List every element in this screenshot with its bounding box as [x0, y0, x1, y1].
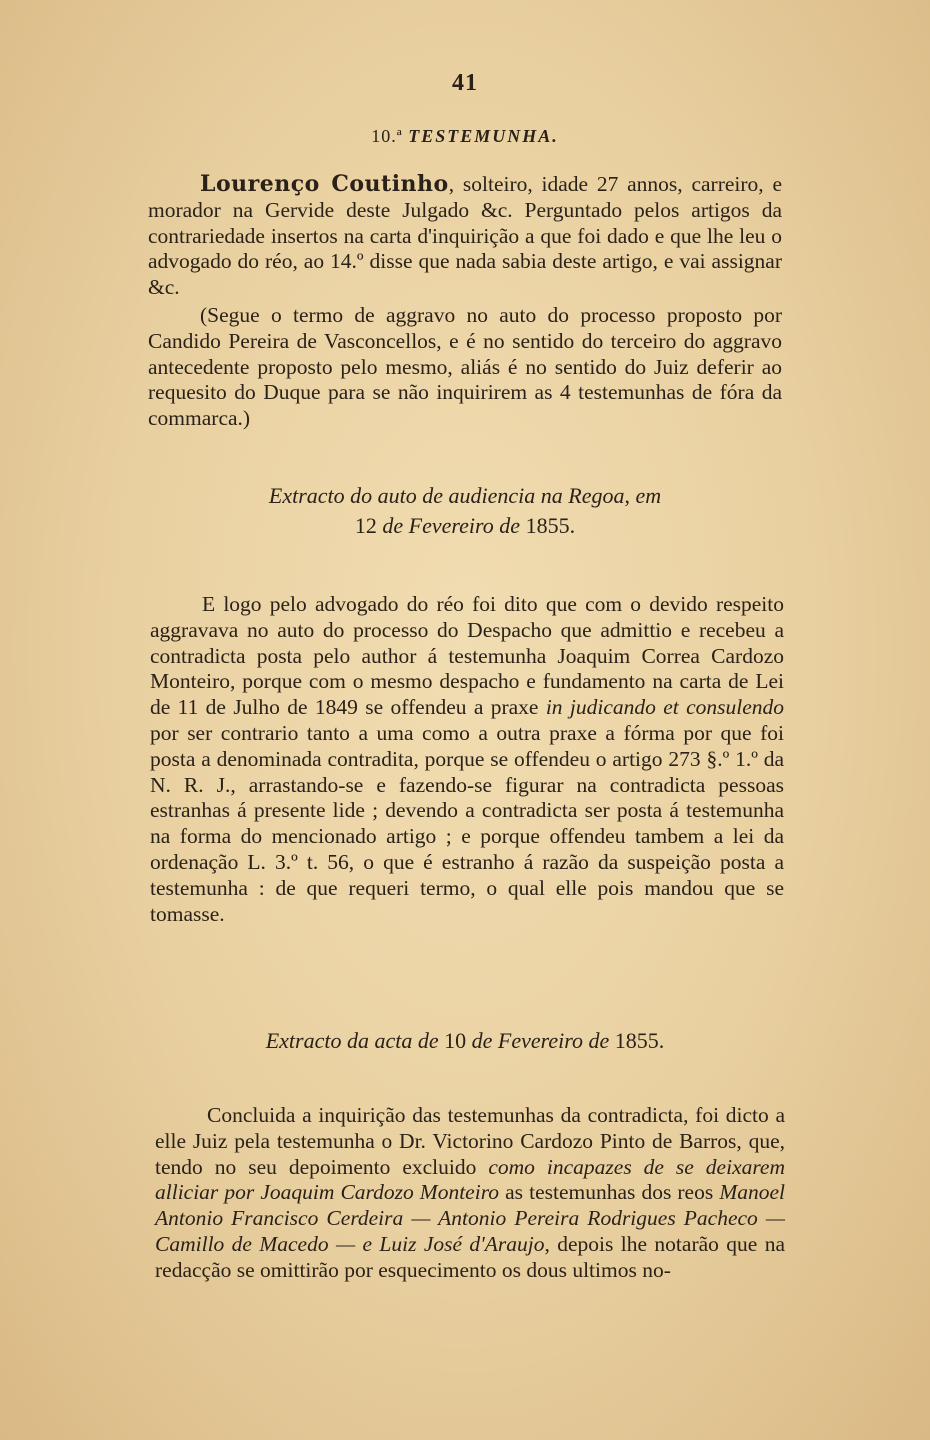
section-title-line-1: [0, 481, 930, 511]
inquiricao-italic-1: como incapazes de se deixarem alliciar por Joaquim Cardozo Monteiro: [155, 1154, 786, 1205]
inquiricao-text-b: as testemunhas dos reos: [499, 1180, 720, 1205]
witness-heading: [0, 126, 930, 147]
paragraph-aggravo-note: (Segue o termo de aggravo no auto do processo proposto por Candido Pereira de Vasconcellos, e é no sentido do terceiro do aggravo antecedente proposto pelo mesmo, aliás é no sentido do Juiz deferir ao requesito do Duque para se não inquirirem as 4 testemunhas de fóra da commarca.): [148, 303, 782, 431]
section-title-year: 1855.: [525, 513, 576, 538]
page-number: 41: [452, 70, 478, 96]
inquiricao-italic-names: Manoel Antonio Francisco Cerdeira — Antonio Pereira Rodrigues Pacheco — Camillo de Macedo — e Luiz José d'Araujo: [155, 1180, 785, 1256]
aggravo-text-b: por ser contrario tanto a uma como a outra praxe a fórma por que foi posta a denominada contradita, porque se offendeu o artigo 273 §.º 1.º da N. R. J., arrastando-se e fazendo-se figurar na contradicta pessoas estranhas á presente lide ; devendo a contradicta ser posta á testemunha na forma do mencionado artigo ; e porque offendeu tambem a lei da ordenação L. 3.º t. 56, o que é estranho á razão da suspeição posta a testemunha : de que requeri termo, o qual elle pois mandou que se tomasse.: [150, 720, 784, 926]
heading-number: 10.ª: [371, 126, 403, 146]
acta-title-year: 1855.: [614, 1028, 665, 1053]
section-title-comma: ,: [624, 483, 636, 508]
acta-title-text: Extracto da acta de: [265, 1028, 445, 1053]
inquiricao-text-a: Concluida a inquirição das testemunhas da contradicta, foi dicto a elle Juiz pela testemunha o Dr. Victorino Cardozo Pinto de Barros, que, tendo no seu depoimento excluido: [155, 1103, 785, 1179]
section-title-text: Extracto do auto de audiencia na Regoa: [268, 483, 625, 508]
section-title-line-2: [0, 511, 930, 541]
paragraph-testimony: [148, 172, 782, 301]
section-title-em: em: [635, 483, 662, 508]
acta-title-day: 10: [444, 1028, 467, 1053]
section-title-auto: [0, 481, 930, 541]
acta-title-month: de Fevereiro de: [466, 1028, 615, 1053]
testimony-text: , solteiro, idade 27 annos, carreiro, e morador na Gervide deste Julgado &c. Perguntado pelos artigos da contrariedade insertos na carta d'inquirição a que foi dado e que lhe leu o advogado do réo, ao 14.º disse que nada sabia deste artigo, e vai assignar &c.: [148, 172, 782, 300]
section-title-acta: [0, 1026, 930, 1056]
heading-title: TESTEMUNHA.: [408, 126, 559, 146]
witness-name: Lourenço Coutinho: [200, 171, 449, 197]
paragraph-inquiricao: [155, 1103, 785, 1284]
section-title-month: de Fevereiro de: [376, 513, 526, 538]
inquiricao-text-c: , depois lhe notarão que na redacção se omittirão por esquecimento os dous ultimos no-: [155, 1231, 785, 1282]
aggravo-latin-phrase: in judicando et consulendo: [545, 695, 784, 720]
aggravo-text-a: E logo pelo advogado do réo foi dito que com o devido respeito aggravava no auto do processo do Despacho que admittio e recebeu a contradicta posta pelo author á testemunha Joaquim Correa Cardozo Monteiro, porque com o mesmo despacho e fundamento na carta de Lei de 11 de Julho de 1849 se offendeu a praxe: [150, 592, 784, 720]
section-title-day: 12: [354, 513, 377, 538]
paragraph-aggravo: [150, 592, 784, 927]
